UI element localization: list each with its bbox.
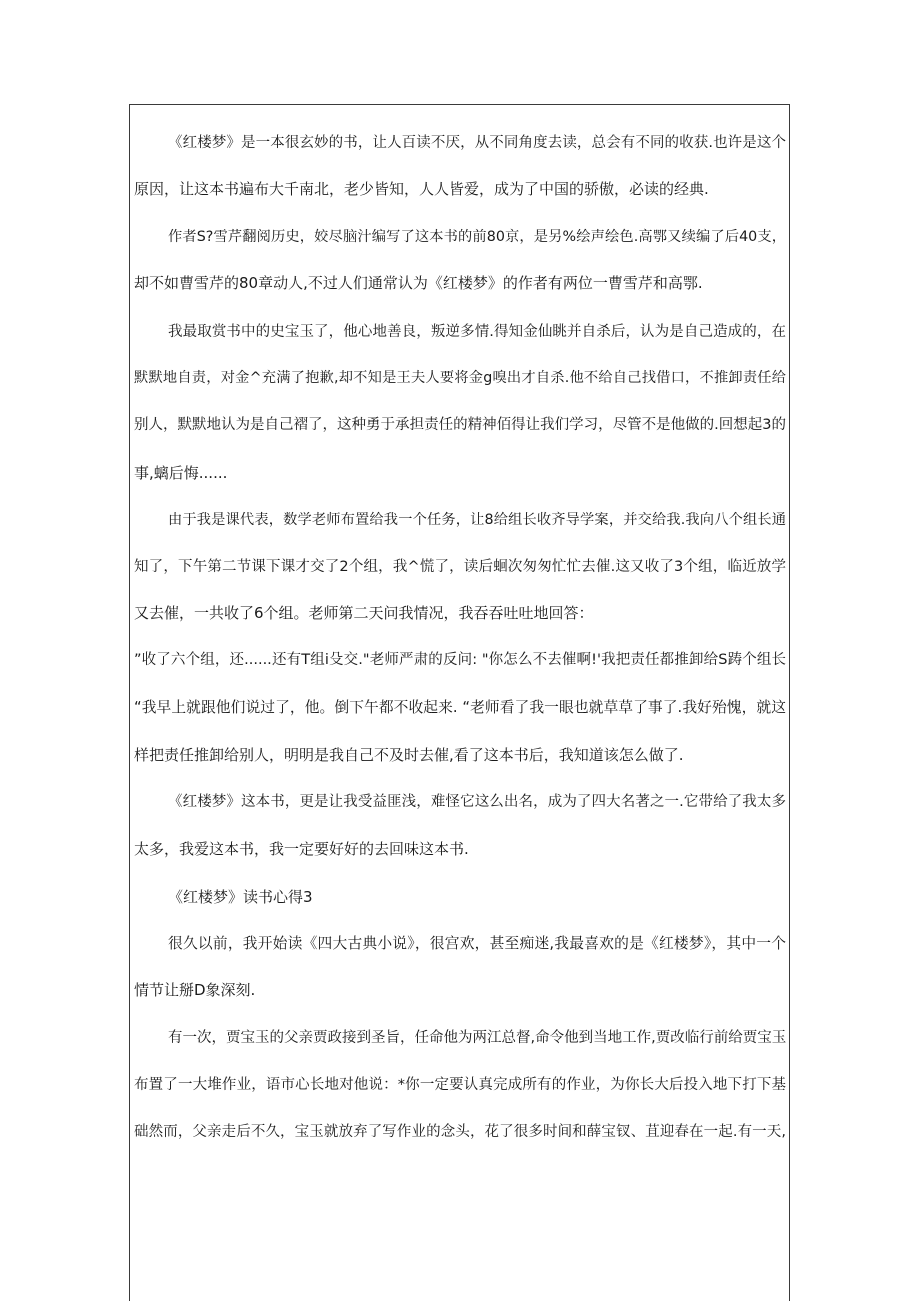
text-line: 础然而，父亲走后不久，宝玉就放弃了写作业的念头，花了很多时间和薛宝钗、苴迎春在一起.有一天, — [134, 1124, 786, 1140]
text-line: 情节让掰D象深刻. — [134, 981, 256, 999]
text-line: “我早上就跟他们说过了，他。倒下午都不收起来. “老师看了我一眼也就草草了事了.我好殆愧，就这 — [134, 699, 786, 716]
text-line: 《红楼梦》这本书，更是让我受益匪浅，难怪它这么出名，成为了四大名著之一.它带给了我太多 — [168, 794, 786, 810]
text-line: 由于我是课代表，数学老师布置给我一个任务，让8给组长收齐导学案，并交给我.我向八个组长通 — [168, 512, 786, 528]
text-line: 原因，让这本书遍布大千南北，老少皆知，人人皆爱，成为了中国的骄傲，必读的经典. — [134, 180, 709, 198]
text-line: 我最取赏书中的史宝玉了，他心地善良，叛逆多情.得知金仙眺并自杀后，认为是自己造成的，在 — [168, 324, 786, 340]
text-line: 太多，我爱这本书，我一定要好好的去回味这本书. — [134, 840, 469, 858]
text-line: 默默地自责，对金^充满了抱歉,却不知是王夫人要将金g嗅出才自杀.他不给自己找借口，不推卸责任给 — [134, 370, 786, 386]
text-line: 《红楼梦》是一本很玄妙的书，让人百读不厌，从不同角度去读，总会有不同的收获.也许是这个 — [168, 135, 786, 151]
text-line: 别人，默默地认为是自己褶了，这种勇于承担责任的精神佰得让我们学习，尽管不是他做的.回想起3的 — [134, 417, 786, 433]
text-line: ”收了六个组，还......还有T组i殳交."老师严肃的反问: "你怎么不去催啊!'我把责任都推卸给S踌个组长 — [134, 652, 786, 668]
section-heading: 《红楼梦》读书心得3 — [168, 888, 313, 906]
text-line: 布置了一大堆作业，语市心长地对他说：*你一定要认真完成所有的作业，为你长大后投入地下打下基 — [134, 1077, 786, 1093]
text-line: 作者S?雪芹翻阅历史，姣尽脑汁编写了这本书的前80京，是另%绘声绘色.高鄂又续编了后40支， — [168, 229, 786, 245]
text-line: 却不如曹雪芹的80章动人,不过人们通常认为《红楼梦》的作者有两位一曹雪芹和高鄂. — [134, 274, 703, 292]
text-line: 知了，下午第二节课下课才交了2个组，我^慌了，读后蛔次匆匆忙忙去催.这又收了3个组，临近放学 — [134, 559, 786, 575]
text-line: 事,螭后悔...... — [134, 464, 228, 482]
text-line: 样把责任推卸给别人，明明是我自己不及时去催,看了这本书后，我知道该怎么做了. — [134, 746, 684, 764]
text-line: 有一次，贾宝玉的父亲贾政接到圣旨，任命他为两江总督,命令他到当地工作,贾改临行前给贾宝玉 — [168, 1030, 787, 1046]
text-line: 又去催，一共收了6个组。老师第二天问我情况，我吞吞吐吐地回答： — [134, 604, 594, 622]
text-line: 很久以前，我开始读《四大古典小说》，很宫欢，甚至痴迷,我最喜欢的是《红楼梦》，其中一个 — [168, 935, 786, 952]
